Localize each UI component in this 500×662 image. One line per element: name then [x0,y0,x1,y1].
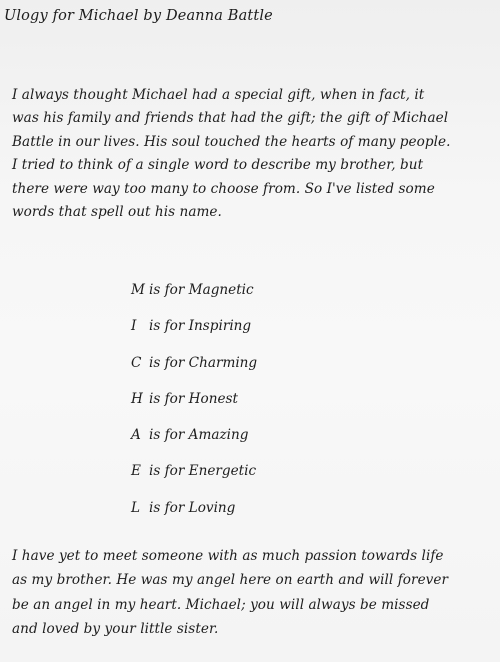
acrostic-text: is for Inspiring [149,318,252,335]
acrostic-item [131,280,371,316]
intro-line: Battle in our lives. His soul touched the hearts of many people. [12,133,451,150]
closing-line: I have yet to meet someone with as much passion towards life [12,548,444,564]
document-title: Ulogy for Michael by Deanna Battle [4,8,273,24]
acrostic-text: is for Amazing [149,427,249,444]
acrostic-text: is for Loving [149,499,236,516]
intro-line: there were way too many to choose from. So I've listed some [12,180,435,197]
intro-line: I always thought Michael had a special gift, when in fact, it [12,87,425,103]
intro-line: I tried to think of a single word to describe my brother, but [12,157,424,174]
acrostic-text: is for Charming [149,354,258,371]
acrostic-letter: E [131,463,141,480]
acrostic-text: is for Honest [149,390,238,407]
acrostic-item [131,353,371,389]
acrostic-item [131,316,371,352]
acrostic-item [131,389,371,425]
closing-paragraph [12,544,492,641]
intro-line: words that spell out his name. [12,203,222,220]
intro-line: was his family and friends that had the gift; the gift of Michael [12,110,449,127]
acrostic-letter: H [131,390,143,407]
closing-line: be an angel in my heart. Michael; you will always be missed [12,596,430,613]
closing-line: as my brother. He was my angel here on earth and will forever [12,572,449,589]
acrostic-letter: C [131,354,142,371]
acrostic-item [131,498,371,534]
acrostic-text: is for Magnetic [149,282,254,298]
acrostic-text: is for Energetic [149,463,257,480]
acrostic-letter: L [131,499,141,516]
acrostic-item [131,425,371,461]
acrostic-letter: M [131,282,145,298]
intro-paragraph [12,84,492,224]
acrostic-letter: I [131,318,137,335]
closing-line: and loved by your little sister. [12,620,219,637]
acrostic-item [131,461,371,497]
acrostic-list [131,280,371,534]
acrostic-letter: A [131,427,141,444]
